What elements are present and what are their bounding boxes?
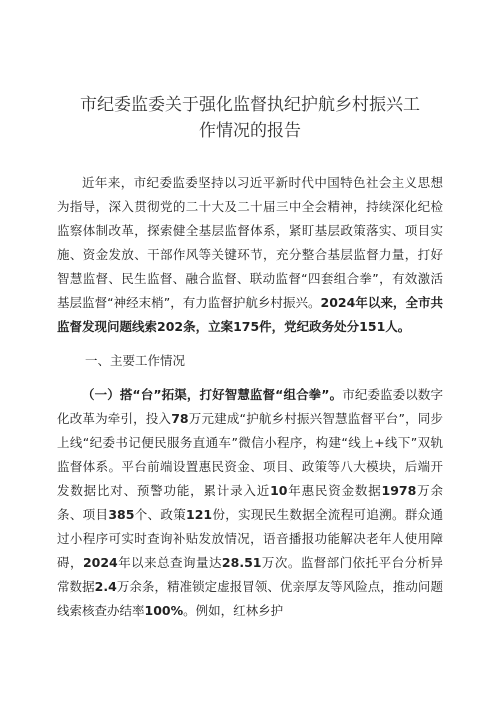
intro-stats: 2024年以来，全市共监督发现问题线索202条，立案175件，党纪政务处分151人。 <box>57 295 444 334</box>
para-text: 。例如，红林乡护 <box>183 603 284 618</box>
para-text: 年惠民资金数据 <box>287 483 382 498</box>
para-num: 2024 <box>82 555 118 570</box>
para-text: 万次。监督部门依托平台分析异常数据 <box>57 555 443 594</box>
para-text: 市纪委监委以数字化改革为牵引，投入 <box>57 387 443 426</box>
para-num: 100% <box>144 603 184 618</box>
title-line-2: 作情况的报告 <box>199 121 301 141</box>
para-num: 2.4 <box>94 579 117 594</box>
para-num: 385 <box>108 507 135 522</box>
para-text: 份，实现民生数据全流程可追溯。群众通过小程序可实时查询补贴发放情况，语音播报功能解决老年人使用障碍， <box>57 507 443 570</box>
para-num: 10 <box>270 483 288 498</box>
para-num: 1978 <box>381 483 417 498</box>
section-paragraph <box>57 383 443 623</box>
para-text: 万元建成“护航乡村振兴智慧监督平台”，同步上线“纪委书记便民服务直通车”微信小程序，构建“线上+线下”双轨监督体系。平台前端设置惠民资金、项目、政策等八大模块，后端开发数据比对、预警功能，累计录入近 <box>57 411 443 498</box>
para-num: 78 <box>171 411 189 426</box>
para-num: 121 <box>186 507 213 522</box>
subsection-title: （一）搭“台”拓渠，打好智慧监督“组合拳”。 <box>82 387 343 402</box>
para-text: 个、政策 <box>134 507 187 522</box>
document-title <box>60 92 440 144</box>
title-line-1: 市纪委监委关于强化监督执纪护航乡村振兴工 <box>80 95 420 115</box>
intro-paragraph <box>57 171 443 339</box>
para-num: 28.51 <box>221 555 262 570</box>
section-heading: 一、主要工作情况 <box>85 353 186 368</box>
para-text: 年以来总查询量达 <box>117 555 222 570</box>
intro-text: 近年来，市纪委监委坚持以习近平新时代中国特色社会主义思想为指导，深入贯彻党的二十大及二十届三中全会精神，持续深化纪检监察体制改革，探索健全基层监督体系，紧盯基层政策落实、项目实施、资金发放、干部作风等关键环节，充分整合基层监督力量，打好智慧监督、民生监督、融合监督、联动监督“四套组合拳”，有效激活基层监督“神经末梢”，有力监督护航乡村振兴。 <box>57 175 443 310</box>
para-text: 万余条、项目 <box>57 483 443 522</box>
para-text: 万余条，精准锁定虚报冒领、优亲厚友等风险点，推动问题线索核查办结率 <box>57 579 443 618</box>
